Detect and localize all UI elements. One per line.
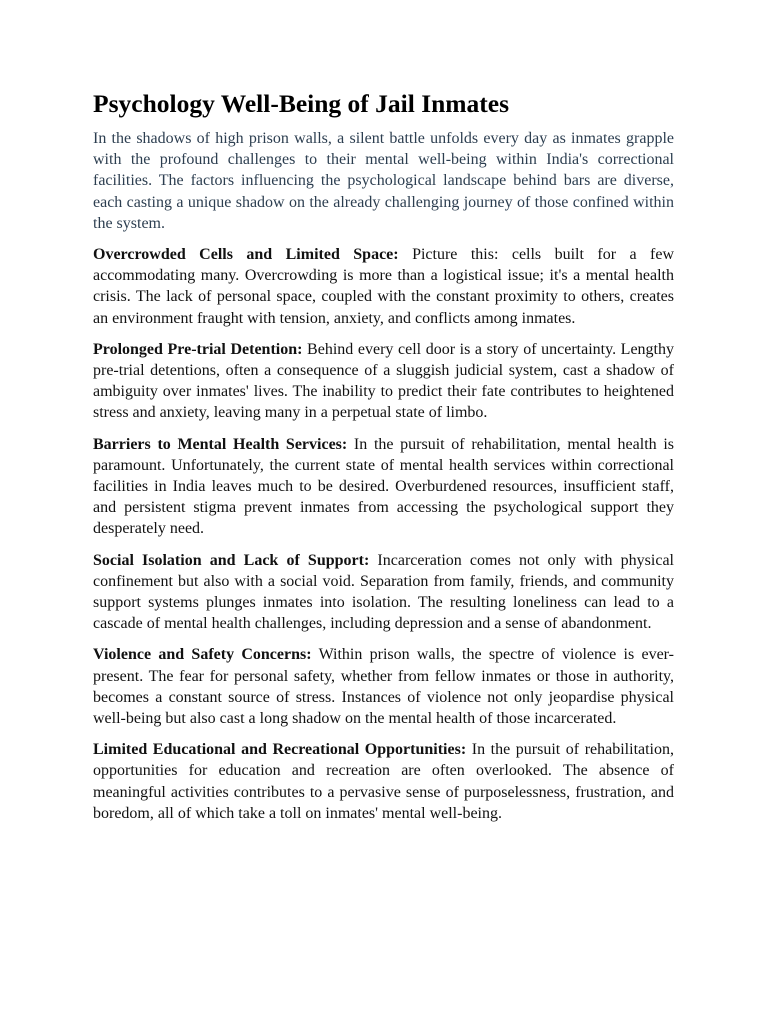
section-heading: Overcrowded Cells and Limited Space: (93, 246, 399, 264)
section-heading: Violence and Safety Concerns: (93, 646, 312, 664)
section-body: Behind every cell door is a story of uncertainty. Lengthy pre-trial detentions, often a consequence of a sluggish judicial system, cast a shadow of ambiguity over inmates' lives. The inability to predict their fate contributes to heightened stress and anxiety, leaving many in a perpetual state of limbo. (93, 340, 674, 422)
section-overcrowded-cells (93, 244, 674, 329)
section-heading: Prolonged Pre-trial Detention: (93, 340, 303, 358)
section-body: In the pursuit of rehabilitation, mental health is paramount. Unfortunately, the current state of mental health services within correctional facilities in India leaves much to be desired. Overburdened resources, insufficient staff, and persistent stigma prevent inmates from accessing the psychological support they desperately need. (93, 435, 674, 538)
section-body: Picture this: cells built for a few accommodating many. Overcrowding is more than a logistical issue; it's a mental health crisis. The lack of personal space, coupled with the constant proximity to others, creates an environment fraught with tension, anxiety, and conflicts among inmates. (93, 246, 675, 327)
section-social-isolation (93, 550, 674, 635)
section-body: Incarceration comes not only with physical confinement but also with a social void. Separation from family, friends, and community support systems plunges inmates into isolation. The resulting loneliness can lead to a cascade of mental health challenges, including depression and a sense of abandonment. (93, 551, 674, 633)
section-violence-safety (93, 644, 674, 729)
section-body: Within prison walls, the spectre of violence is ever-present. The fear for personal safety, whether from fellow inmates or those in authority, becomes a constant source of stress. Instances of violence not only jeopardise physical well-being but also cast a long shadow on the mental health of those incarcerated. (93, 646, 675, 728)
section-heading: Social Isolation and Lack of Support: (93, 551, 370, 569)
section-education-recreation (93, 739, 674, 824)
section-heading: Barriers to Mental Health Services: (93, 435, 348, 453)
section-pretrial-detention (93, 339, 674, 424)
section-mental-health-barriers (93, 434, 674, 540)
section-body: In the pursuit of rehabilitation, opportunities for education and recreation are often overlooked. The absence of meaningful activities contributes to a pervasive sense of purposelessness, frustration, and boredom, all of which take a toll on inmates' mental well-being. (93, 741, 674, 822)
intro-paragraph: In the shadows of high prison walls, a silent battle unfolds every day as inmates grapple with the profound challenges to their mental well-being within India's correctional facilities. The factors influencing the psychological landscape behind bars are diverse, each casting a unique shadow on the already challenging journey of those confined within the system. (93, 130, 674, 232)
section-heading: Limited Educational and Recreational Opportunities: (93, 741, 467, 759)
document-title: Psychology Well-Being of Jail Inmates (93, 89, 510, 118)
